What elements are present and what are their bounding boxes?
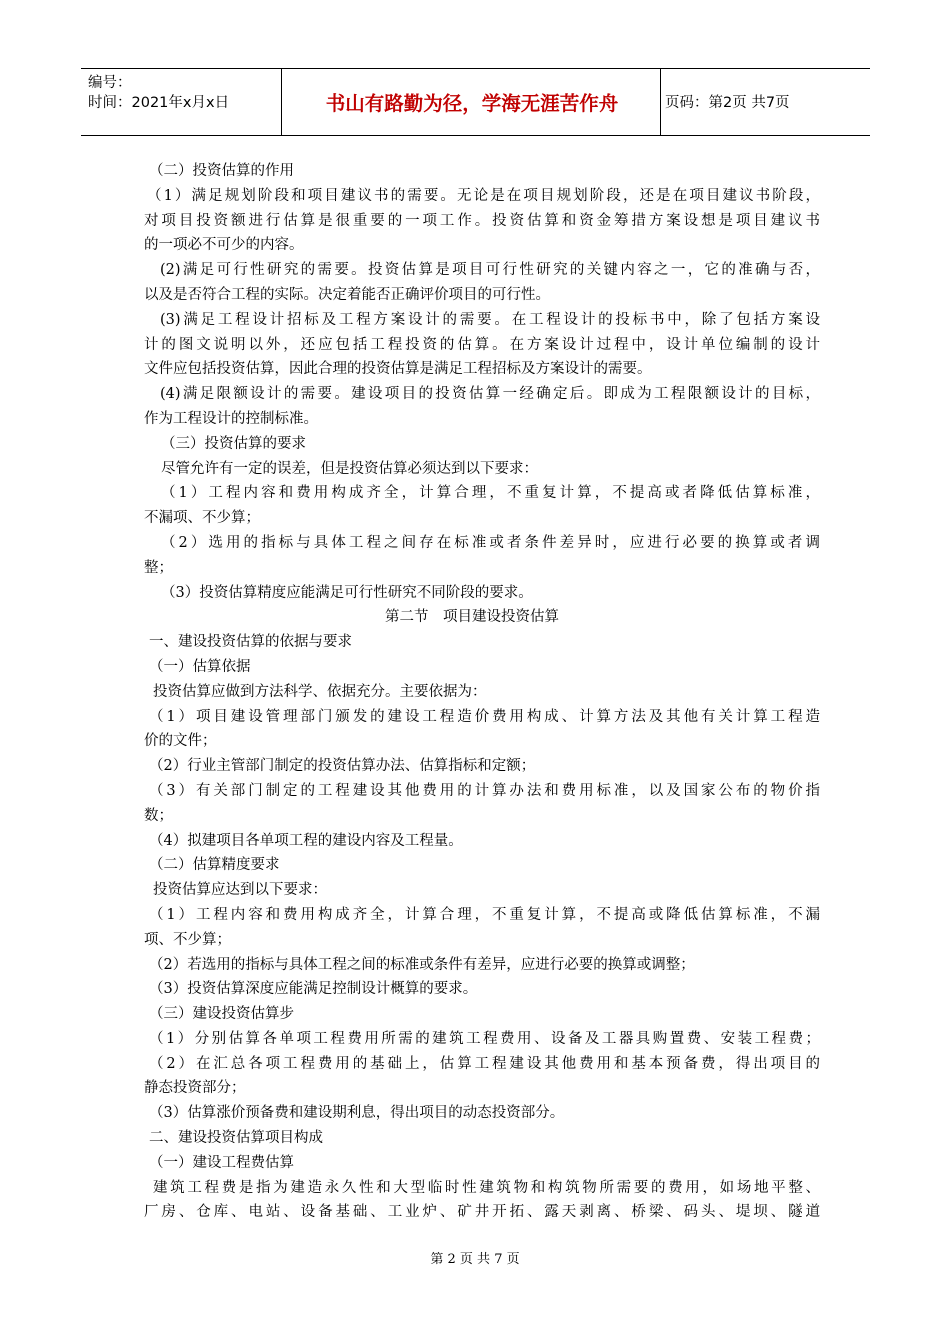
paragraph-line: （3）投资估算深度应能满足控制设计概算的要求。 <box>149 981 478 998</box>
paragraph-line: 不漏项、不少算； <box>144 510 260 527</box>
paragraph-line: 投资估算应达到以下要求： <box>153 882 327 899</box>
paragraph-line: (3)满足工程设计招标及工程方案设计的需要。在工程设计的投标书中，除了包括方案设 <box>160 311 820 328</box>
paragraph-line: 一、建设投资估算的依据与要求 <box>149 634 352 651</box>
paragraph-line: 计的图文说明以外，还应包括工程投资的估算。在方案设计过程中，设计单位编制的设计 <box>144 336 820 353</box>
paragraph-line: （1）项目建设管理部门颁发的建设工程造价费用构成、计算方法及其他有关计算工程造 <box>149 708 820 725</box>
paragraph-line: （2）行业主管部门制定的投资估算办法、估算指标和定额； <box>149 758 536 775</box>
paragraph-line: 作为工程设计的控制标准。 <box>144 410 318 427</box>
paragraph-line: 尽管允许有一定的误差，但是投资估算必须达到以下要求： <box>161 460 538 477</box>
header-meta <box>88 73 229 113</box>
paragraph-line: （一）估算依据 <box>149 658 251 675</box>
paragraph-line: 以及是否符合工程的实际。决定着能否正确评价项目的可行性。 <box>144 286 550 303</box>
header-divider <box>281 69 282 135</box>
paragraph-line: 数； <box>144 807 173 824</box>
paragraph-line: 文件应包括投资估算，因此合理的投资估算是满足工程招标及方案设计的需要。 <box>144 361 652 378</box>
page-header <box>81 68 870 136</box>
paragraph-line: （2）在汇总各项工程费用的基础上，估算工程建设其他费用和基本预备费，得出项目的 <box>149 1055 820 1072</box>
paragraph-line: 项、不少算； <box>144 931 231 948</box>
paragraph-line: (4)满足限额设计的需要。建设项目的投资估算一经确定后。即成为工程限额设计的目标， <box>160 386 820 403</box>
paragraph-line: （3）投资估算精度应能满足可行性研究不同阶段的要求。 <box>161 584 533 601</box>
header-divider <box>660 69 661 135</box>
paragraph-line: 第二节 项目建设投资估算 <box>385 609 559 626</box>
paragraph-line: （4）拟建项目各单项工程的建设内容及工程量。 <box>149 832 463 849</box>
paragraph-line: 静态投资部分； <box>144 1080 246 1097</box>
paragraph-line: 二、建设投资估算项目构成 <box>149 1130 323 1147</box>
paragraph-line: （三）投资估算的要求 <box>161 435 306 452</box>
paragraph-line: （1）工程内容和费用构成齐全，计算合理，不重复计算，不提高或降低估算标准，不漏 <box>149 906 820 923</box>
page-footer: 第 2 页 共 7 页 <box>430 1252 520 1267</box>
header-number-label: 编号： <box>88 75 132 91</box>
document-body <box>144 159 820 1225</box>
paragraph-line: （1）工程内容和费用构成齐全，计算合理，不重复计算，不提高或者降低估算标准， <box>161 485 820 502</box>
paragraph-line: （一）建设工程费估算 <box>149 1154 294 1171</box>
paragraph-line: （1）分别估算各单项工程费用所需的建筑工程费用、设备及工器具购置费、安装工程费； <box>149 1030 820 1047</box>
paragraph-line: （二）投资估算的作用 <box>149 163 294 179</box>
header-page-info: 页码：第2页 共7页 <box>665 95 790 111</box>
header-motto: 书山有路勤为径，学海无涯苦作舟 <box>325 92 619 115</box>
paragraph-line: （2）选用的指标与具体工程之间存在标准或者条件差异时，应进行必要的换算或者调 <box>161 534 820 551</box>
paragraph-line: （3）有关部门制定的工程建设其他费用的计算办法和费用标准，以及国家公布的物价指 <box>149 782 820 799</box>
paragraph-line: 对项目投资额进行估算是很重要的一项工作。投资估算和资金筹措方案设想是项目建议书 <box>144 212 820 229</box>
header-date-label: 时间：2021年x月x日 <box>88 95 230 111</box>
paragraph-line: 投资估算应做到方法科学、依据充分。主要依据为： <box>153 683 487 700</box>
paragraph-line: （二）估算精度要求 <box>149 857 280 874</box>
paragraph-line: 整； <box>144 559 173 576</box>
paragraph-line: （3）估算涨价预备费和建设期利息，得出项目的动态投资部分。 <box>149 1105 565 1122</box>
paragraph-line: 建筑工程费是指为建造永久性和大型临时性建筑物和构筑物所需要的费用，如场地平整、 <box>153 1179 820 1196</box>
paragraph-line: 厂房、仓库、电站、设备基础、工业炉、矿井开拓、露天剥离、桥梁、码头、堤坝、隧道 <box>144 1204 820 1221</box>
paragraph-line: 的一项必不可少的内容。 <box>144 237 304 254</box>
paragraph-line: (2)满足可行性研究的需要。投资估算是项目可行性研究的关键内容之一，它的准确与否， <box>160 262 820 279</box>
paragraph-line: （三）建设投资估算步 <box>149 1006 294 1023</box>
paragraph-line: 价的文件； <box>144 733 217 750</box>
paragraph-line: （2）若选用的指标与具体工程之间的标准或条件有差异，应进行必要的换算或调整； <box>149 956 695 973</box>
paragraph-line: （1）满足规划阶段和项目建议书的需要。无论是在项目规划阶段，还是在项目建议书阶段， <box>147 187 820 204</box>
